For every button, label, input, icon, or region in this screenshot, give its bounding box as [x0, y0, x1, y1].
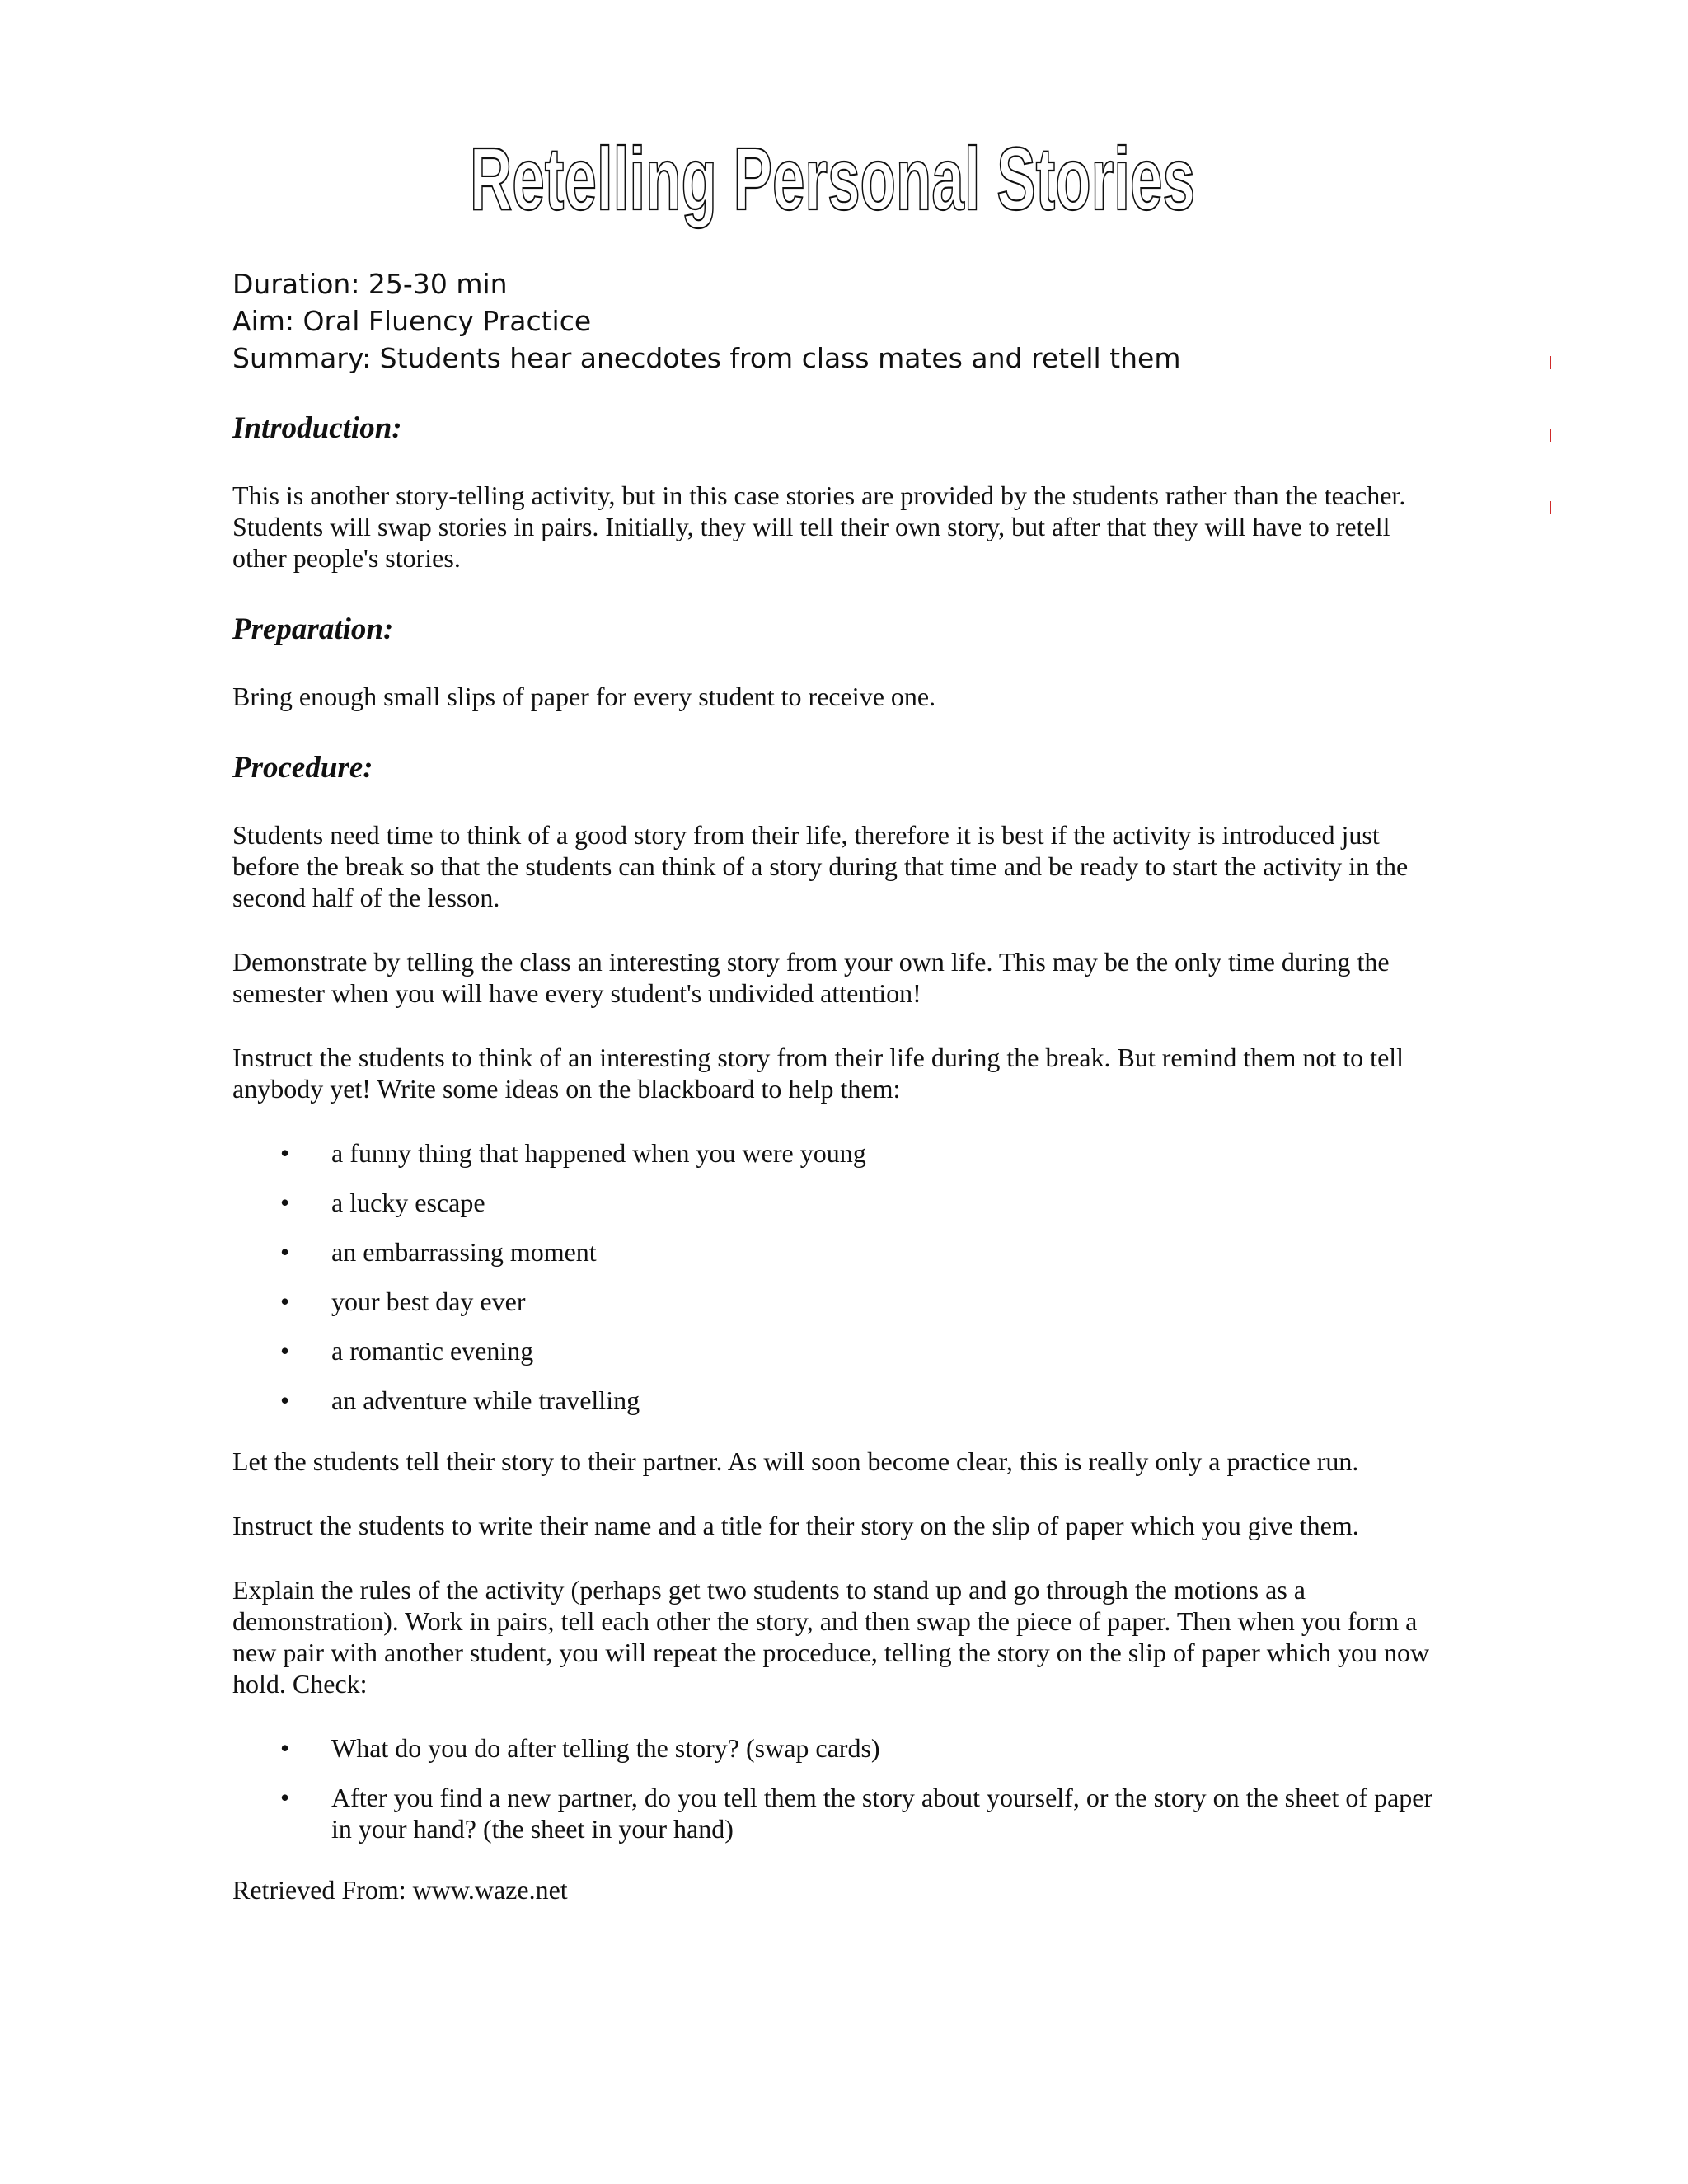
bullet-icon: •: [280, 1783, 290, 1812]
bullet-icon: •: [280, 1286, 290, 1316]
preparation-heading: Preparation:: [232, 612, 394, 646]
bullet-icon: •: [280, 1336, 290, 1366]
activity-meta: [232, 265, 1469, 377]
introduction-paragraph: This is another story-telling activity, but in this case stories are provided by the students rather than the teacher. Students will swap stories in pairs. Initially, they will tell their own story, but after that they will have to retell other people's stories.: [232, 480, 1406, 573]
list-item-text: a funny thing that happened when you were young: [331, 1138, 866, 1168]
procedure-paragraph: Explain the rules of the activity (perhaps get two students to stand up and go through the motions as a demonstration). Work in pairs, tell each other the story, and then swap the piece of paper. Then when you form a new pair with another student, you will repeat the proceduce, telling the story on the slip of paper which you now hold. Check:: [232, 1575, 1430, 1699]
procedure-paragraph: Students need time to think of a good story from their life, therefore it is best if the activity is introduced just before the break so that the students can think of a story during that time and be ready to start the activity in the second half of the lesson.: [232, 820, 1409, 912]
margin-change-mark: [1550, 356, 1551, 369]
margin-change-mark: [1550, 501, 1551, 514]
list-item-text: an embarrassing moment: [331, 1237, 597, 1267]
list-item-text: your best day ever: [331, 1286, 526, 1316]
procedure-paragraph: Instruct the students to think of an interesting story from their life during the break. But remind them not to tell anybody yet! Write some ideas on the blackboard to help them:: [232, 1043, 1404, 1104]
retrieved-from-line: Retrieved From: www.waze.net: [232, 1875, 568, 1905]
list-item: [232, 1732, 1446, 1764]
procedure-paragraph: Let the students tell their story to their partner. As will soon become clear, this is really only a practice run.: [232, 1446, 1359, 1476]
list-item-text: a romantic evening: [331, 1336, 534, 1366]
list-item: [232, 1385, 1446, 1416]
procedure-paragraph: Demonstrate by telling the class an interesting story from your own life. This may be the only time during the semester when you will have every student's undivided attention!: [232, 947, 1390, 1008]
check-questions-list: [232, 1732, 1446, 1844]
list-item: [232, 1187, 1446, 1218]
list-item-text: After you find a new partner, do you tell them the story about yourself, or the story on the sheet of paper in your hand? (the sheet in your hand): [331, 1783, 1433, 1844]
list-item-text: an adventure while travelling: [331, 1385, 640, 1415]
bullet-icon: •: [280, 1138, 290, 1168]
bullet-icon: •: [280, 1237, 290, 1267]
procedure-heading: Procedure:: [232, 751, 373, 785]
procedure-paragraph: Instruct the students to write their name and a title for their story on the slip of paper which you give them.: [232, 1511, 1359, 1540]
story-ideas-list: [232, 1137, 1446, 1416]
list-item: [232, 1286, 1446, 1317]
introduction-heading: Introduction:: [232, 411, 402, 445]
list-item-text: a lucky escape: [331, 1188, 485, 1217]
list-item: [232, 1782, 1446, 1844]
page-title: Retelling Personal Stories: [470, 129, 1195, 228]
summary-line: Summary: Students hear anecdotes from class mates and retell them: [232, 342, 1181, 374]
duration-line: Duration: 25-30 min: [232, 268, 508, 300]
list-item: [232, 1335, 1446, 1366]
title-block: [462, 117, 1203, 241]
bullet-icon: •: [280, 1188, 290, 1217]
bullet-icon: •: [280, 1385, 290, 1415]
document-body: [232, 410, 1446, 1905]
list-item-text: What do you do after telling the story? (swap cards): [331, 1733, 880, 1763]
list-item: [232, 1137, 1446, 1169]
bullet-icon: •: [280, 1733, 290, 1763]
outlined-title: [462, 117, 1203, 241]
margin-change-mark: [1550, 429, 1551, 442]
aim-line: Aim: Oral Fluency Practice: [232, 305, 592, 337]
list-item: [232, 1236, 1446, 1268]
preparation-paragraph: Bring enough small slips of paper for every student to receive one.: [232, 682, 936, 711]
